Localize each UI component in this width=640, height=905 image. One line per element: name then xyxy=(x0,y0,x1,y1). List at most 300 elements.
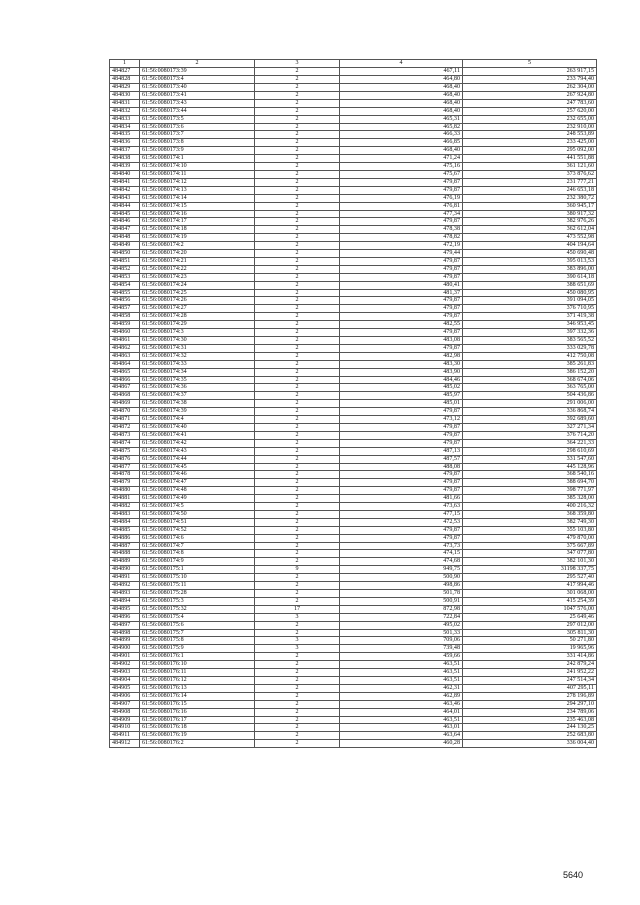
record-number-cell: 484911 xyxy=(110,732,140,740)
table-row xyxy=(110,408,597,416)
record-number-cell: 484874 xyxy=(110,439,140,447)
record-number-cell: 484865 xyxy=(110,368,140,376)
value-cell: 232 655,00 xyxy=(463,115,597,123)
table-row xyxy=(110,218,597,226)
record-number-cell: 484883 xyxy=(110,510,140,518)
value-cell: 305 811,30 xyxy=(463,629,597,637)
table-row xyxy=(110,210,597,218)
table-row xyxy=(110,297,597,305)
cadastral-number-cell: 61:56:0080174:16 xyxy=(140,210,255,218)
record-number-cell: 484872 xyxy=(110,423,140,431)
record-number-cell: 484902 xyxy=(110,661,140,669)
category-cell: 2 xyxy=(255,447,340,455)
area-cell: 477,34 xyxy=(340,210,463,218)
cadastral-number-cell: 61:56:0080174:12 xyxy=(140,178,255,186)
area-cell: 479,87 xyxy=(340,423,463,431)
category-cell: 2 xyxy=(255,661,340,669)
category-cell: 2 xyxy=(255,676,340,684)
area-cell: 473,73 xyxy=(340,542,463,550)
value-cell: 395 013,53 xyxy=(463,257,597,265)
record-number-cell: 484893 xyxy=(110,590,140,598)
cadastral-number-cell: 61:56:0080174:34 xyxy=(140,368,255,376)
category-cell: 2 xyxy=(255,471,340,479)
category-cell: 2 xyxy=(255,574,340,582)
table-row xyxy=(110,131,597,139)
value-cell: 407 295,11 xyxy=(463,684,597,692)
record-number-cell: 484827 xyxy=(110,68,140,76)
area-cell: 949,75 xyxy=(340,566,463,574)
area-cell: 468,40 xyxy=(340,107,463,115)
category-cell: 2 xyxy=(255,344,340,352)
record-number-cell: 484831 xyxy=(110,99,140,107)
category-cell: 2 xyxy=(255,257,340,265)
area-cell: 468,40 xyxy=(340,84,463,92)
area-cell: 472,19 xyxy=(340,242,463,250)
area-cell: 468,40 xyxy=(340,147,463,155)
category-cell: 2 xyxy=(255,289,340,297)
area-cell: 472,53 xyxy=(340,518,463,526)
cadastral-number-cell: 61:56:0080174:33 xyxy=(140,360,255,368)
record-number-cell: 484881 xyxy=(110,495,140,503)
record-number-cell: 484885 xyxy=(110,526,140,534)
value-cell: 301 068,00 xyxy=(463,590,597,598)
table-row xyxy=(110,487,597,495)
value-cell: 371 419,38 xyxy=(463,313,597,321)
table-row xyxy=(110,495,597,503)
cadastral-number-cell: 61:56:0080174:36 xyxy=(140,384,255,392)
record-number-cell: 484886 xyxy=(110,534,140,542)
area-cell: 479,87 xyxy=(340,273,463,281)
category-cell: 3 xyxy=(255,613,340,621)
value-cell: 376 714,20 xyxy=(463,431,597,439)
record-number-cell: 484884 xyxy=(110,518,140,526)
record-number-cell: 484859 xyxy=(110,321,140,329)
cadastral-number-cell: 61:56:0080174:44 xyxy=(140,455,255,463)
cadastral-number-cell: 61:56:0080174:25 xyxy=(140,289,255,297)
table-row xyxy=(110,305,597,313)
cadastral-number-cell: 61:56:0080176:12 xyxy=(140,676,255,684)
category-cell: 2 xyxy=(255,629,340,637)
area-cell: 479,87 xyxy=(340,178,463,186)
cadastral-number-cell: 61:56:0080174:37 xyxy=(140,392,255,400)
area-cell: 482,98 xyxy=(340,352,463,360)
area-cell: 479,87 xyxy=(340,471,463,479)
table-row xyxy=(110,582,597,590)
table-row xyxy=(110,692,597,700)
cadastral-number-cell: 61:56:0080174:32 xyxy=(140,352,255,360)
cadastral-number-cell: 61:56:0080174:52 xyxy=(140,526,255,534)
category-cell: 2 xyxy=(255,455,340,463)
record-number-cell: 484846 xyxy=(110,218,140,226)
cadastral-number-cell: 61:56:0080176:13 xyxy=(140,684,255,692)
cadastral-number-cell: 61:56:0080174:41 xyxy=(140,431,255,439)
value-cell: 295 527,40 xyxy=(463,574,597,582)
area-cell: 478,82 xyxy=(340,234,463,242)
value-cell: 376 710,95 xyxy=(463,305,597,313)
record-number-cell: 484891 xyxy=(110,574,140,582)
cadastral-number-cell: 61:56:0080175:8 xyxy=(140,637,255,645)
category-cell: 3 xyxy=(255,637,340,645)
record-number-cell: 484894 xyxy=(110,597,140,605)
record-number-cell: 484864 xyxy=(110,360,140,368)
column-header-2: 2 xyxy=(140,60,255,68)
area-cell: 485,02 xyxy=(340,384,463,392)
value-cell: 445 128,96 xyxy=(463,463,597,471)
area-cell: 466,85 xyxy=(340,139,463,147)
value-cell: 331 414,86 xyxy=(463,653,597,661)
category-cell: 2 xyxy=(255,273,340,281)
cadastral-number-cell: 61:56:0080173:9 xyxy=(140,147,255,155)
table-row xyxy=(110,597,597,605)
value-cell: 346 953,45 xyxy=(463,321,597,329)
table-row xyxy=(110,439,597,447)
category-cell: 2 xyxy=(255,234,340,242)
cadastral-number-cell: 61:56:0080175:10 xyxy=(140,574,255,582)
cadastral-number-cell: 61:56:0080174:3 xyxy=(140,329,255,337)
area-cell: 483,08 xyxy=(340,337,463,345)
table-row xyxy=(110,574,597,582)
category-cell: 2 xyxy=(255,178,340,186)
cadastral-number-cell: 61:56:0080174:35 xyxy=(140,376,255,384)
area-cell: 476,81 xyxy=(340,202,463,210)
category-cell: 2 xyxy=(255,408,340,416)
value-cell: 263 917,15 xyxy=(463,68,597,76)
record-number-cell: 484844 xyxy=(110,202,140,210)
category-cell: 2 xyxy=(255,84,340,92)
table-row xyxy=(110,352,597,360)
area-cell: 483,30 xyxy=(340,360,463,368)
record-number-cell: 484842 xyxy=(110,186,140,194)
table-row xyxy=(110,637,597,645)
table-row xyxy=(110,613,597,621)
category-cell: 2 xyxy=(255,550,340,558)
table-row xyxy=(110,376,597,384)
table-row xyxy=(110,329,597,337)
cadastral-number-cell: 61:56:0080175:3 xyxy=(140,597,255,605)
category-cell: 2 xyxy=(255,558,340,566)
cadastral-number-cell: 61:56:0080176:2 xyxy=(140,740,255,748)
category-cell: 2 xyxy=(255,732,340,740)
area-cell: 463,51 xyxy=(340,676,463,684)
cadastral-number-cell: 61:56:0080173:44 xyxy=(140,107,255,115)
table-row xyxy=(110,384,597,392)
table-row xyxy=(110,91,597,99)
area-cell: 481,37 xyxy=(340,289,463,297)
value-cell: 244 130,25 xyxy=(463,724,597,732)
area-cell: 471,24 xyxy=(340,155,463,163)
table-row xyxy=(110,471,597,479)
category-cell: 2 xyxy=(255,91,340,99)
table-row xyxy=(110,202,597,210)
area-cell: 477,15 xyxy=(340,510,463,518)
category-cell: 2 xyxy=(255,526,340,534)
category-cell: 2 xyxy=(255,708,340,716)
area-cell: 479,87 xyxy=(340,439,463,447)
record-number-cell: 484863 xyxy=(110,352,140,360)
record-number-cell: 484841 xyxy=(110,178,140,186)
cadastral-number-cell: 61:56:0080174:26 xyxy=(140,297,255,305)
cadastral-number-cell: 61:56:0080174:27 xyxy=(140,305,255,313)
area-cell: 500,90 xyxy=(340,574,463,582)
category-cell: 2 xyxy=(255,582,340,590)
table-row xyxy=(110,344,597,352)
value-cell: 383 565,52 xyxy=(463,337,597,345)
category-cell: 2 xyxy=(255,155,340,163)
area-cell: 872,98 xyxy=(340,605,463,613)
table-row xyxy=(110,740,597,748)
cadastral-number-cell: 61:56:0080173:41 xyxy=(140,91,255,99)
category-cell: 2 xyxy=(255,542,340,550)
category-cell: 2 xyxy=(255,684,340,692)
table-row xyxy=(110,250,597,258)
table-row xyxy=(110,716,597,724)
table-row xyxy=(110,84,597,92)
area-cell: 479,87 xyxy=(340,313,463,321)
area-cell: 484,46 xyxy=(340,376,463,384)
record-number-cell: 484901 xyxy=(110,653,140,661)
record-number-cell: 484836 xyxy=(110,139,140,147)
value-cell: 1047 576,00 xyxy=(463,605,597,613)
table-body xyxy=(110,68,597,748)
category-cell: 2 xyxy=(255,716,340,724)
area-cell: 479,87 xyxy=(340,305,463,313)
record-number-cell: 484828 xyxy=(110,76,140,84)
record-number-cell: 484887 xyxy=(110,542,140,550)
record-number-cell: 484892 xyxy=(110,582,140,590)
cadastral-number-cell: 61:56:0080174:1 xyxy=(140,155,255,163)
cadastral-number-cell: 61:56:0080173:8 xyxy=(140,139,255,147)
record-number-cell: 484837 xyxy=(110,147,140,155)
table-row xyxy=(110,68,597,76)
value-cell: 298 610,69 xyxy=(463,447,597,455)
table-row xyxy=(110,708,597,716)
cadastral-number-cell: 61:56:0080173:39 xyxy=(140,68,255,76)
category-cell: 9 xyxy=(255,566,340,574)
area-cell: 483,90 xyxy=(340,368,463,376)
area-cell: 487,13 xyxy=(340,447,463,455)
record-number-cell: 484876 xyxy=(110,455,140,463)
value-cell: 19 965,96 xyxy=(463,645,597,653)
value-cell: 391 094,05 xyxy=(463,297,597,305)
table-row xyxy=(110,423,597,431)
value-cell: 404 194,64 xyxy=(463,242,597,250)
table-row xyxy=(110,550,597,558)
cadastral-number-cell: 61:56:0080174:23 xyxy=(140,273,255,281)
area-cell: 500,91 xyxy=(340,597,463,605)
header-row xyxy=(110,60,597,68)
record-number-cell: 484838 xyxy=(110,155,140,163)
record-number-cell: 484861 xyxy=(110,337,140,345)
record-number-cell: 484866 xyxy=(110,376,140,384)
category-cell: 2 xyxy=(255,510,340,518)
category-cell: 2 xyxy=(255,368,340,376)
area-cell: 485,01 xyxy=(340,400,463,408)
cadastral-number-cell: 61:56:0080174:2 xyxy=(140,242,255,250)
cadastral-number-cell: 61:56:0080176:17 xyxy=(140,716,255,724)
area-cell: 465,82 xyxy=(340,123,463,131)
table-row xyxy=(110,400,597,408)
value-cell: 368 540,16 xyxy=(463,471,597,479)
cadastral-number-cell: 61:56:0080174:5 xyxy=(140,503,255,511)
record-number-cell: 484862 xyxy=(110,344,140,352)
table-row xyxy=(110,178,597,186)
category-cell: 2 xyxy=(255,305,340,313)
value-cell: 248 553,89 xyxy=(463,131,597,139)
area-cell: 474,68 xyxy=(340,558,463,566)
category-cell: 2 xyxy=(255,400,340,408)
category-cell: 2 xyxy=(255,139,340,147)
value-cell: 294 297,10 xyxy=(463,700,597,708)
cadastral-number-cell: 61:56:0080174:20 xyxy=(140,250,255,258)
category-cell: 2 xyxy=(255,186,340,194)
category-cell: 2 xyxy=(255,724,340,732)
category-cell: 17 xyxy=(255,605,340,613)
record-number-cell: 484905 xyxy=(110,684,140,692)
record-number-cell: 484900 xyxy=(110,645,140,653)
area-cell: 479,44 xyxy=(340,250,463,258)
record-number-cell: 484880 xyxy=(110,487,140,495)
cadastral-number-cell: 61:56:0080176:18 xyxy=(140,724,255,732)
record-number-cell: 484890 xyxy=(110,566,140,574)
table-row xyxy=(110,273,597,281)
record-number-cell: 484868 xyxy=(110,392,140,400)
cadastral-number-cell: 61:56:0080174:39 xyxy=(140,408,255,416)
record-number-cell: 484910 xyxy=(110,724,140,732)
table-row xyxy=(110,242,597,250)
data-table xyxy=(109,59,597,748)
record-number-cell: 484850 xyxy=(110,250,140,258)
cadastral-number-cell: 61:56:0080174:4 xyxy=(140,416,255,424)
value-cell: 375 667,89 xyxy=(463,542,597,550)
cadastral-number-cell: 61:56:0080173:5 xyxy=(140,115,255,123)
table-header xyxy=(110,60,597,68)
value-cell: 257 620,00 xyxy=(463,107,597,115)
area-cell: 479,87 xyxy=(340,408,463,416)
area-cell: 501,33 xyxy=(340,629,463,637)
value-cell: 295 092,00 xyxy=(463,147,597,155)
value-cell: 412 750,08 xyxy=(463,352,597,360)
record-number-cell: 484857 xyxy=(110,305,140,313)
table-row xyxy=(110,99,597,107)
area-cell: 479,87 xyxy=(340,218,463,226)
area-cell: 479,87 xyxy=(340,265,463,273)
table-row xyxy=(110,337,597,345)
value-cell: 398 771,97 xyxy=(463,487,597,495)
category-cell: 2 xyxy=(255,479,340,487)
area-cell: 466,33 xyxy=(340,131,463,139)
cadastral-number-cell: 61:56:0080174:40 xyxy=(140,423,255,431)
value-cell: 373 876,62 xyxy=(463,170,597,178)
cadastral-number-cell: 61:56:0080173:40 xyxy=(140,84,255,92)
value-cell: 50 271,80 xyxy=(463,637,597,645)
cadastral-number-cell: 61:56:0080174:18 xyxy=(140,226,255,234)
value-cell: 241 952,22 xyxy=(463,669,597,677)
record-number-cell: 484854 xyxy=(110,281,140,289)
category-cell: 2 xyxy=(255,76,340,84)
cadastral-number-cell: 61:56:0080174:47 xyxy=(140,479,255,487)
cadastral-number-cell: 61:56:0080174:29 xyxy=(140,321,255,329)
area-cell: 479,87 xyxy=(340,431,463,439)
value-cell: 362 612,04 xyxy=(463,226,597,234)
record-number-cell: 484856 xyxy=(110,297,140,305)
table-row xyxy=(110,170,597,178)
table-row xyxy=(110,155,597,163)
value-cell: 441 551,88 xyxy=(463,155,597,163)
area-cell: 474,15 xyxy=(340,550,463,558)
category-cell: 2 xyxy=(255,431,340,439)
cadastral-number-cell: 61:56:0080176:19 xyxy=(140,732,255,740)
area-cell: 487,57 xyxy=(340,455,463,463)
record-number-cell: 484853 xyxy=(110,273,140,281)
category-cell: 2 xyxy=(255,297,340,305)
table-row xyxy=(110,281,597,289)
cadastral-number-cell: 61:56:0080173:43 xyxy=(140,99,255,107)
record-number-cell: 484896 xyxy=(110,613,140,621)
category-cell: 2 xyxy=(255,147,340,155)
value-cell: 415 254,39 xyxy=(463,597,597,605)
area-cell: 482,55 xyxy=(340,321,463,329)
value-cell: 386 152,20 xyxy=(463,368,597,376)
cadastral-number-cell: 61:56:0080176:11 xyxy=(140,669,255,677)
table-row xyxy=(110,629,597,637)
record-number-cell: 484832 xyxy=(110,107,140,115)
value-cell: 247 783,60 xyxy=(463,99,597,107)
record-number-cell: 484898 xyxy=(110,629,140,637)
cadastral-number-cell: 61:56:0080176:10 xyxy=(140,661,255,669)
table-row xyxy=(110,542,597,550)
category-cell: 2 xyxy=(255,384,340,392)
table-row xyxy=(110,590,597,598)
cadastral-number-cell: 61:56:0080174:49 xyxy=(140,495,255,503)
cadastral-number-cell: 61:56:0080174:51 xyxy=(140,518,255,526)
cadastral-number-cell: 61:56:0080174:22 xyxy=(140,265,255,273)
table-row xyxy=(110,368,597,376)
cadastral-number-cell: 61:56:0080174:10 xyxy=(140,163,255,171)
value-cell: 246 653,18 xyxy=(463,186,597,194)
category-cell: 2 xyxy=(255,392,340,400)
value-cell: 473 552,98 xyxy=(463,234,597,242)
record-number-cell: 484878 xyxy=(110,471,140,479)
area-cell: 479,87 xyxy=(340,344,463,352)
category-cell: 2 xyxy=(255,313,340,321)
value-cell: 368 359,80 xyxy=(463,510,597,518)
area-cell: 468,40 xyxy=(340,99,463,107)
area-cell: 479,87 xyxy=(340,534,463,542)
record-number-cell: 484834 xyxy=(110,123,140,131)
record-number-cell: 484839 xyxy=(110,163,140,171)
category-cell: 2 xyxy=(255,329,340,337)
category-cell: 2 xyxy=(255,518,340,526)
table-row xyxy=(110,669,597,677)
record-number-cell: 484833 xyxy=(110,115,140,123)
area-cell: 468,40 xyxy=(340,91,463,99)
cadastral-number-cell: 61:56:0080174:28 xyxy=(140,313,255,321)
category-cell: 2 xyxy=(255,360,340,368)
value-cell: 368 674,06 xyxy=(463,376,597,384)
table-row xyxy=(110,321,597,329)
table-row xyxy=(110,621,597,629)
value-cell: 364 221,33 xyxy=(463,439,597,447)
table-row xyxy=(110,534,597,542)
table-row xyxy=(110,558,597,566)
category-cell: 2 xyxy=(255,740,340,748)
cadastral-number-cell: 61:56:0080173:6 xyxy=(140,123,255,131)
value-cell: 297 012,00 xyxy=(463,621,597,629)
cadastral-number-cell: 61:56:0080175:4 xyxy=(140,613,255,621)
category-cell: 2 xyxy=(255,416,340,424)
cadastral-number-cell: 61:56:0080174:24 xyxy=(140,281,255,289)
cadastral-number-cell: 61:56:0080176:16 xyxy=(140,708,255,716)
